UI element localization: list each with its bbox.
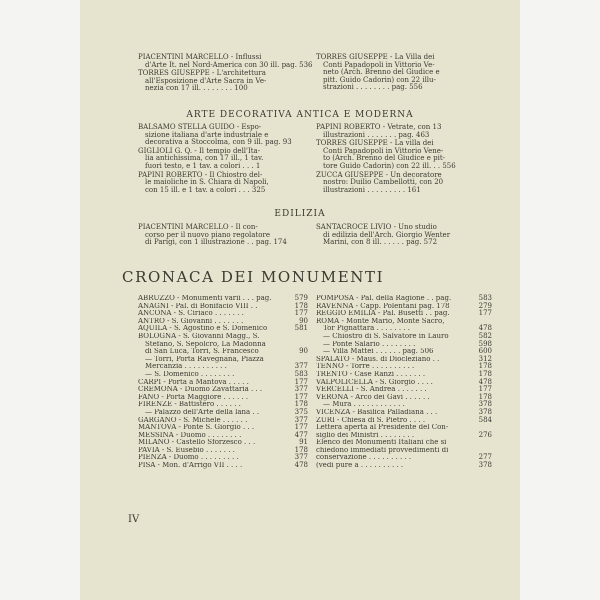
entry-line: d'Arte It. nel Nord-America con 30 ill. pag. 536 bbox=[145, 60, 313, 69]
monument-row bbox=[316, 379, 492, 387]
page-ref: 478 bbox=[294, 461, 308, 470]
monument-row bbox=[138, 333, 308, 341]
entry-line: nezia con 17 ill. . . . . . . . 100 bbox=[145, 84, 248, 93]
monument-row bbox=[316, 432, 492, 440]
monument-label: CREMONA - Duomo Zavattaria . . . bbox=[138, 386, 263, 394]
monument-row bbox=[138, 356, 308, 364]
monument-label: VALPOLICELLA - S. Giorgio . . . . bbox=[316, 378, 433, 386]
page-ref: 378 bbox=[478, 400, 492, 409]
monument-row bbox=[138, 424, 308, 432]
cronaca-left-column bbox=[138, 295, 308, 470]
arte-right-column bbox=[316, 124, 492, 195]
monument-row bbox=[316, 401, 492, 409]
page-ref: 583 bbox=[294, 369, 308, 378]
monument-label: RAVENNA - Capp. Polentani pag. 178 bbox=[316, 302, 450, 310]
entry-line: PIACENTINI MARCELLO - Il con- bbox=[138, 223, 258, 231]
page-ref: 90 bbox=[299, 316, 308, 325]
monument-row bbox=[316, 447, 492, 455]
monument-row bbox=[138, 303, 308, 311]
monument-label: ABRUZZO - Monumenti varii . . . pag. bbox=[138, 295, 272, 302]
index-entry bbox=[138, 124, 314, 147]
monument-label: (vedi pure a . . . . . . . . . . bbox=[316, 462, 404, 470]
monument-row bbox=[316, 295, 492, 303]
monument-row bbox=[316, 341, 492, 349]
monument-row bbox=[316, 424, 492, 432]
page-ref: 177 bbox=[294, 423, 308, 432]
entry-line: all'Esposizione d'Arte Sacra in Ve- bbox=[145, 76, 267, 85]
page-ref: 277 bbox=[478, 453, 492, 462]
monument-row bbox=[316, 417, 492, 425]
monument-label: PIENZA - Duomo . . . . . . . . . bbox=[138, 454, 239, 462]
index-entry bbox=[316, 54, 492, 92]
page-ref: 177 bbox=[478, 385, 492, 394]
monument-row bbox=[316, 371, 492, 379]
monument-row bbox=[316, 462, 492, 470]
monument-label: — S. Domenico . . . . . . . . bbox=[145, 370, 235, 378]
monument-label: REGGIO EMILIA - Pal. Busetti . . pag. bbox=[316, 310, 450, 318]
monument-row bbox=[138, 439, 308, 447]
monument-row bbox=[138, 318, 308, 326]
entry-line: TORRES GIUSEPPE - La villa dei bbox=[316, 139, 434, 148]
monument-label: di San Luca, Torri, S. Francesco bbox=[145, 348, 259, 356]
index-entry bbox=[316, 224, 492, 247]
entry-line: con 15 ill. e 1 tav. a colori . . . 325 bbox=[145, 185, 266, 194]
arte-left-column bbox=[138, 124, 314, 195]
monument-row bbox=[316, 325, 492, 333]
page-ref: 584 bbox=[478, 415, 492, 424]
index-entry bbox=[138, 172, 314, 195]
monument-label: MANTOVA - Ponte S. Giorgio . . . bbox=[138, 424, 255, 432]
edilizia-right-column bbox=[316, 224, 492, 248]
monument-label: VERONA - Arco dei Gavi . . . . . . bbox=[316, 393, 430, 401]
monument-label: SPALATO - Maus. di Diocleziano . . bbox=[316, 355, 440, 363]
entry-line: lia antichissima, con 17 ill., 1 tav. bbox=[145, 154, 264, 163]
page-ref: 377 bbox=[294, 362, 308, 371]
monument-label: VICENZA - Basilica Palladiana . . . bbox=[316, 408, 438, 416]
entry-line: corso per il nuovo piano regolatore bbox=[145, 230, 270, 239]
monument-label: AQUILA - S. Agostino e S. Domenico bbox=[138, 325, 268, 333]
page-ref: 581 bbox=[294, 324, 308, 333]
monument-row bbox=[138, 386, 308, 394]
monument-label: PAVIA - S. Eusebio . . . . . . . bbox=[138, 446, 235, 454]
entry-line: Marini, con 8 ill. . . . . . pag. 572 bbox=[323, 238, 438, 247]
monument-label: — Torri, Porta Ravegnana, Piazza bbox=[145, 355, 264, 363]
entry-line: tore Guido Cadorin) con 22 ill. . . 556 bbox=[323, 161, 456, 170]
monument-label: Tor Pignattara . . . . . . . . bbox=[323, 325, 410, 333]
monument-label: PISA - Mon. d'Arrigo VII . . . . bbox=[138, 462, 243, 470]
monument-row bbox=[138, 341, 308, 349]
page-ref: 583 bbox=[478, 294, 492, 302]
monument-row bbox=[138, 417, 308, 425]
entry-line: to (Arch. Brenno del Giudice e pit- bbox=[323, 154, 446, 163]
monument-row bbox=[138, 371, 308, 379]
entry-line: SANTACROCE LIVIO - Uno studio bbox=[316, 223, 437, 231]
index-entry bbox=[138, 148, 314, 171]
page-ref: 579 bbox=[294, 294, 308, 302]
monument-label: ZURI - Chiesa di S. Pietro . . . . bbox=[316, 416, 426, 424]
index-entry bbox=[138, 54, 314, 69]
monument-label: TENNO - Torre . . . . . . . . . . bbox=[316, 363, 415, 371]
monument-label: VERCELLI - S. Andrea . . . . . . . bbox=[316, 386, 427, 394]
entry-line: illustrazioni . . . . . . . pag. 463 bbox=[323, 130, 430, 139]
monument-row bbox=[138, 379, 308, 387]
monument-label: — Chiostro di S. Salvatore in Lauro bbox=[323, 332, 449, 340]
monument-label: — Villa Mattei . . . . . . pag. 506 bbox=[323, 348, 434, 356]
page-ref bbox=[304, 333, 308, 341]
entry-line: di edilizia dell'Arch. Giorgio Wenter bbox=[323, 230, 451, 239]
monument-row bbox=[138, 462, 308, 470]
page-ref: 178 bbox=[294, 445, 308, 454]
monument-label: MILANO - Castello Sforzesco . . . bbox=[138, 439, 256, 447]
page-ref: 378 bbox=[478, 407, 492, 416]
monument-label: conservazione . . . . . . . . . . bbox=[316, 454, 412, 462]
entry-line: strazioni . . . . . . . . pag. 556 bbox=[323, 83, 423, 92]
page-ref: 177 bbox=[294, 309, 308, 318]
monument-label: GARGANO - S. Michele . . . . . . bbox=[138, 416, 248, 424]
section-title-arte-decorativa: ARTE DECORATIVA ANTICA E MODERNA bbox=[186, 110, 414, 120]
page-ref: 90 bbox=[299, 347, 308, 356]
monument-row bbox=[316, 394, 492, 402]
page-ref: 600 bbox=[478, 347, 492, 356]
entry-line: decorativa a Stoccolma, con 9 ill. pag. 93 bbox=[145, 138, 292, 147]
page-ref: 91 bbox=[299, 438, 308, 447]
page-ref: 598 bbox=[478, 339, 492, 348]
index-entry bbox=[316, 172, 492, 195]
index-entry bbox=[316, 124, 492, 139]
page-ref: 177 bbox=[294, 377, 308, 386]
index-entry bbox=[138, 70, 314, 93]
entry-line: GIGLIOLI G. Q. - Il tempio dell'Ita- bbox=[138, 146, 261, 155]
monument-label: FANO - Porta Maggiore . . . . . . bbox=[138, 393, 249, 401]
entry-line: di Parigi, con 1 illustrazione . . pag. 174 bbox=[145, 238, 287, 247]
monument-row bbox=[316, 348, 492, 356]
page-ref: 378 bbox=[478, 461, 492, 470]
page-ref: 178 bbox=[478, 362, 492, 371]
monument-row bbox=[316, 303, 492, 311]
monument-label: siglio dei Ministri . . . . . . . . bbox=[316, 431, 415, 439]
monument-row bbox=[316, 310, 492, 318]
monument-row bbox=[316, 409, 492, 417]
page-ref: 478 bbox=[478, 377, 492, 386]
entry-line: Conti Papadopoli in Vittorio Vene- bbox=[323, 146, 444, 155]
monument-row bbox=[138, 454, 308, 462]
page-ref bbox=[488, 439, 492, 447]
entry-line: sizione italiana d'arte industriale e bbox=[145, 130, 269, 139]
top-left-column bbox=[138, 54, 314, 94]
monument-label: — Palazzo dell'Arte della lana . . bbox=[145, 408, 260, 416]
entry-line: illustrazioni . . . . . . . . . 161 bbox=[323, 185, 421, 194]
page-ref: 582 bbox=[478, 331, 492, 340]
page-ref: 477 bbox=[294, 430, 308, 439]
entry-line: ZUCCA GIUSEPPE - Un decoratore bbox=[316, 170, 442, 179]
monument-row bbox=[138, 394, 308, 402]
entry-line: TORRES GIUSEPPE - L'architettura bbox=[138, 69, 266, 78]
entry-line: Conti Papadopoli in Vittorio Ve- bbox=[323, 60, 435, 69]
entry-line: fuori testo, e 1 tav. a colori . . . 1 bbox=[145, 161, 261, 170]
monument-row bbox=[316, 333, 492, 341]
monument-label: — Ponte Salario . . . . . . . . bbox=[323, 340, 416, 348]
monument-row bbox=[316, 439, 492, 447]
index-entry bbox=[316, 140, 492, 170]
entry-line: nostro: Duilio Cambellotti, con 20 bbox=[323, 178, 444, 187]
page-ref: 178 bbox=[294, 400, 308, 409]
monument-label: Elenco dei Monumenti Italiani che si bbox=[316, 439, 447, 447]
monument-row bbox=[316, 363, 492, 371]
top-right-column bbox=[316, 54, 492, 93]
monument-label: Stefano, S. Sepolcro, La Madonna bbox=[145, 340, 266, 348]
page-ref: 276 bbox=[478, 430, 492, 439]
section-title-edilizia: EDILIZIA bbox=[274, 209, 326, 219]
monument-label: ROMA - Monte Mario, Monte Sacro, bbox=[316, 317, 445, 325]
monument-row bbox=[316, 356, 492, 364]
monument-row bbox=[138, 310, 308, 318]
monument-row bbox=[138, 295, 308, 303]
page-number: IV bbox=[128, 514, 140, 525]
monument-row bbox=[316, 318, 492, 326]
monument-label: CARPI - Porta a Mantova . . . . . bbox=[138, 378, 249, 386]
monument-label: Lettera aperta al Presidente del Con- bbox=[316, 424, 449, 432]
entry-line: TORRES GIUSEPPE - La Villa dei bbox=[316, 53, 435, 61]
monument-row bbox=[138, 409, 308, 417]
monument-label: TRENTO - Case Ranzi . . . . . . . bbox=[316, 370, 426, 378]
entry-line: PAPINI ROBERTO - Il Chiostro del- bbox=[138, 170, 263, 179]
monument-label: POMPOSA - Pal. della Ragione . . pag. bbox=[316, 295, 452, 302]
page-ref: 178 bbox=[294, 301, 308, 310]
monument-row bbox=[138, 432, 308, 440]
entry-line: PIACENTINI MARCELLO - Influssi bbox=[138, 53, 262, 61]
monument-label: MESSINA - Duomo . . . . . . . . bbox=[138, 431, 242, 439]
monument-label: Mercanzia . . . . . . . . . . bbox=[145, 363, 227, 371]
page-ref: 478 bbox=[478, 324, 492, 333]
page-ref: 312 bbox=[478, 354, 492, 363]
index-entry bbox=[138, 224, 314, 247]
page-ref: 377 bbox=[294, 415, 308, 424]
page-ref: 177 bbox=[478, 309, 492, 318]
entry-line: pitt. Guido Cadorin) con 22 illu- bbox=[323, 75, 436, 84]
section-title-cronaca: CRONACA DEI MONUMENTI bbox=[122, 268, 385, 286]
entry-line: le maioliche in S. Chiara di Napoli, bbox=[145, 178, 269, 187]
cronaca-right-column bbox=[316, 295, 492, 470]
entry-line: neto (Arch. Brenno del Giudice e bbox=[323, 68, 440, 77]
page-ref: 377 bbox=[294, 453, 308, 462]
monument-label: ANTRO - S. Giovanni . . . . . . . bbox=[138, 317, 244, 325]
page-ref: 178 bbox=[478, 369, 492, 378]
monument-label: — Mura . . . . . . . . . . . . bbox=[323, 401, 405, 409]
page-ref: 375 bbox=[294, 407, 308, 416]
page-ref: 279 bbox=[478, 301, 492, 310]
monument-row bbox=[316, 454, 492, 462]
page-ref: 177 bbox=[294, 392, 308, 401]
monument-label: chiedono immediati provvedimenti di bbox=[316, 446, 449, 454]
page-ref: 377 bbox=[294, 385, 308, 394]
monument-label: BOLOGNA - S. Giovanni Magg., S. bbox=[138, 332, 260, 340]
edilizia-left-column bbox=[138, 224, 314, 248]
monument-row bbox=[138, 363, 308, 371]
monument-label: ANAGNI - Pal. di Bonifacio VIII . . bbox=[138, 302, 258, 310]
page-ref: 178 bbox=[478, 392, 492, 401]
entry-line: PAPINI ROBERTO - Vetrate, con 13 bbox=[316, 123, 442, 131]
monument-label: ANCONA - S. Ciriaco . . . . . . . bbox=[138, 310, 244, 318]
monument-row bbox=[138, 447, 308, 455]
monument-row bbox=[138, 401, 308, 409]
monument-row bbox=[138, 348, 308, 356]
monument-label: FIRENZE - Battistero . . . . . . bbox=[138, 401, 241, 409]
monument-row bbox=[138, 325, 308, 333]
monument-row bbox=[316, 386, 492, 394]
book-page bbox=[80, 0, 520, 600]
entry-line: BALSAMO STELLA GUIDO - Espo- bbox=[138, 123, 262, 131]
